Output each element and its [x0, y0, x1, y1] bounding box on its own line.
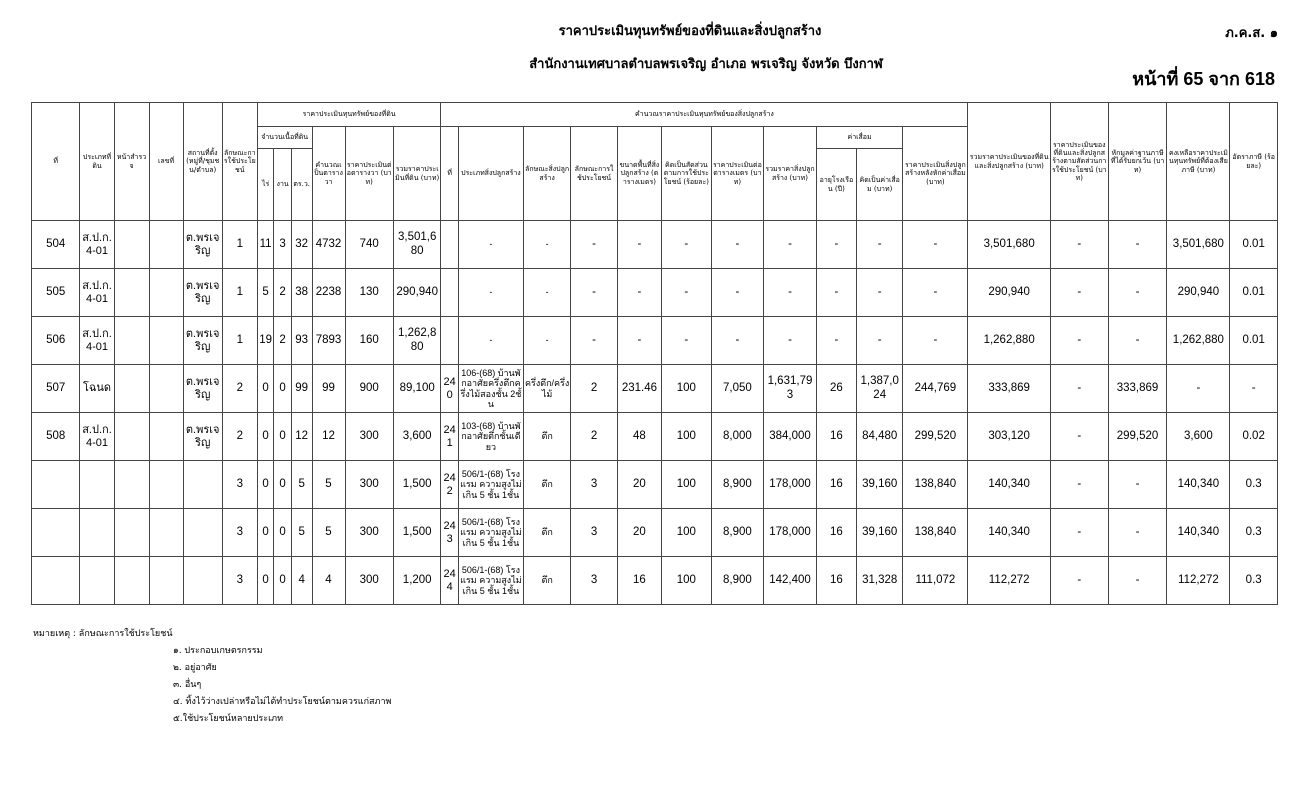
cell-survey-page — [114, 461, 149, 509]
cell-land-total: 1,262,880 — [393, 317, 440, 365]
cell-total-value: 290,940 — [968, 269, 1051, 317]
cell-usage: 3 — [222, 461, 257, 509]
cell-land-type — [80, 461, 114, 509]
col-depreciation-amount: คิดเป็นค่าเสื่อม (บาท) — [857, 149, 903, 221]
cell-total-value: 112,272 — [968, 557, 1051, 605]
cell-dep-amount: - — [857, 221, 903, 269]
cell-usage: 3 — [222, 509, 257, 557]
cell-b-usage: 3 — [571, 461, 617, 509]
cell-b-percent: - — [662, 269, 712, 317]
cell-b-total: - — [764, 269, 817, 317]
col-building-area: ขนาดพื้นที่สิ่งปลูกสร้าง (ตารางเมตร) — [617, 127, 661, 221]
cell-taxable: 290,940 — [1167, 269, 1230, 317]
cell-sqwa: 32 — [291, 221, 312, 269]
cell-usage: 3 — [222, 557, 257, 605]
cell-b-area: 231.46 — [617, 365, 661, 413]
cell-tax-rate: 0.02 — [1230, 413, 1278, 461]
cell-land-total: 1,200 — [393, 557, 440, 605]
cell-b-total: 142,400 — [764, 557, 817, 605]
cell-taxable: 3,501,680 — [1167, 221, 1230, 269]
form-code: ภ.ค.ส. ๑ — [1225, 26, 1278, 41]
cell-b-kind: ตึก — [523, 413, 570, 461]
cell-land-total: 1,500 — [393, 461, 440, 509]
cell-calc-sqwa: 5 — [312, 509, 345, 557]
cell-ngan: 0 — [274, 365, 292, 413]
cell-sqwa: 4 — [291, 557, 312, 605]
cell-no: 507 — [32, 365, 80, 413]
cell-b-age: - — [816, 317, 856, 365]
table-row — [32, 317, 1278, 365]
cell-land-total: 89,100 — [393, 365, 440, 413]
cell-b-usage: 3 — [571, 557, 617, 605]
cell-land-total: 1,500 — [393, 509, 440, 557]
cell-sqwa: 12 — [291, 413, 312, 461]
col-building-no: ที่ — [441, 127, 459, 221]
cell-number — [149, 269, 183, 317]
cell-usage: 1 — [222, 221, 257, 269]
col-calc-sqwa: คำนวณเป็นตารางวา — [312, 127, 345, 221]
cell-b-after-dep: 111,072 — [903, 557, 968, 605]
col-building-usage: ลักษณะการใช้ประโยชน์ — [571, 127, 617, 221]
cell-land-type — [80, 509, 114, 557]
cell-b-price-sqm: - — [711, 317, 764, 365]
document-subtitle: สำนักงานเทศบาลตำบลพรเจริญ อำเภอ พรเจริญ จังหวัด บึงกาฬ — [529, 57, 883, 72]
note-item: ๔. ทิ้งไว้ว่างเปล่าหรือไม่ได้ทำประโยชน์ตามควรแก่สภาพ — [173, 697, 392, 707]
cell-rai: 0 — [257, 413, 274, 461]
cell-b-percent: 100 — [662, 413, 712, 461]
cell-tax-rate: 0.3 — [1230, 557, 1278, 605]
cell-calc-sqwa: 99 — [312, 365, 345, 413]
col-proportional-value: ราคาประเมินของที่ดินและสิ่งปลูกสร้างตามสัดส่วนการใช้ประโยชน์ (บาท) — [1050, 103, 1108, 221]
cell-b-area: 48 — [617, 413, 661, 461]
cell-b-kind: ตึก — [523, 557, 570, 605]
cell-location: ต.พรเจริญ — [183, 365, 222, 413]
table-row — [32, 221, 1278, 269]
cell-b-total: 178,000 — [764, 461, 817, 509]
cell-rai: 0 — [257, 365, 274, 413]
col-building-total: รวมราคาสิ่งปลูกสร้าง (บาท) — [764, 127, 817, 221]
col-building-kind: ลักษณะสิ่งปลูกสร้าง — [523, 127, 570, 221]
assessment-table — [31, 102, 1278, 605]
col-building-after-dep: ราคาประเมินสิ่งปลูกสร้างหลังหักค่าเสื่อม (บาท) — [903, 127, 968, 221]
cell-calc-sqwa: 4 — [312, 557, 345, 605]
cell-price-per-sqwa: 740 — [345, 221, 393, 269]
cell-b-price-sqm: - — [711, 221, 764, 269]
col-price-per-sqwa: ราคาประเมินต่อตารางวา (บาท) — [345, 127, 393, 221]
cell-b-no — [441, 269, 459, 317]
cell-rai: 0 — [257, 461, 274, 509]
col-group-land: ราคาประเมินทุนทรัพย์ของที่ดิน — [257, 103, 441, 127]
col-group-building: คำนวณราคาประเมินทุนทรัพย์ของสิ่งปลูกสร้าง — [441, 103, 968, 127]
cell-b-total: 1,631,793 — [764, 365, 817, 413]
cell-no: 505 — [32, 269, 80, 317]
cell-price-per-sqwa: 300 — [345, 413, 393, 461]
note-item: ๓. อื่นๆ — [173, 680, 202, 690]
cell-ngan: 2 — [274, 269, 292, 317]
cell-survey-page — [114, 269, 149, 317]
cell-prop-value: - — [1050, 557, 1108, 605]
cell-prop-value: - — [1050, 269, 1108, 317]
cell-price-per-sqwa: 160 — [345, 317, 393, 365]
cell-exemption: - — [1108, 557, 1167, 605]
col-group-depreciation: ค่าเสื่อม — [816, 127, 903, 149]
cell-dep-amount: - — [857, 317, 903, 365]
cell-b-no: 241 — [441, 413, 459, 461]
cell-tax-rate: - — [1230, 365, 1278, 413]
cell-b-type: 506/1-(68) โรงแรม ความสูงไม่เกิน 5 ชั้น 1ชั้น — [458, 461, 523, 509]
cell-calc-sqwa: 7893 — [312, 317, 345, 365]
table-row — [32, 461, 1278, 509]
cell-tax-rate: 0.3 — [1230, 509, 1278, 557]
cell-ngan: 3 — [274, 221, 292, 269]
cell-b-usage: 3 — [571, 509, 617, 557]
cell-dep-amount: 84,480 — [857, 413, 903, 461]
cell-b-price-sqm: 7,050 — [711, 365, 764, 413]
cell-b-age: 26 — [816, 365, 856, 413]
cell-usage: 2 — [222, 365, 257, 413]
cell-dep-amount: 31,328 — [857, 557, 903, 605]
cell-location: ต.พรเจริญ — [183, 317, 222, 365]
cell-total-value: 140,340 — [968, 461, 1051, 509]
cell-b-area: 20 — [617, 509, 661, 557]
cell-b-type: - — [458, 221, 523, 269]
cell-calc-sqwa: 12 — [312, 413, 345, 461]
cell-location: ต.พรเจริญ — [183, 413, 222, 461]
cell-b-type: 506/1-(68) โรงแรม ความสูงไม่เกิน 5 ชั้น 1ชั้น — [458, 509, 523, 557]
cell-survey-page — [114, 557, 149, 605]
cell-taxable: 1,262,880 — [1167, 317, 1230, 365]
cell-exemption: 299,520 — [1108, 413, 1167, 461]
cell-number — [149, 461, 183, 509]
cell-number — [149, 317, 183, 365]
cell-b-price-sqm: - — [711, 269, 764, 317]
note-item: ๒. อยู่อาศัย — [173, 663, 217, 673]
note-item: ๕.ใช้ประโยชน์หลายประเภท — [173, 714, 284, 724]
cell-land-total: 3,501,680 — [393, 221, 440, 269]
cell-ngan: 0 — [274, 509, 292, 557]
cell-exemption: - — [1108, 461, 1167, 509]
cell-exemption: - — [1108, 269, 1167, 317]
cell-total-value: 3,501,680 — [968, 221, 1051, 269]
cell-exemption: - — [1108, 509, 1167, 557]
cell-b-percent: 100 — [662, 557, 712, 605]
cell-number — [149, 413, 183, 461]
cell-b-price-sqm: 8,000 — [711, 413, 764, 461]
cell-location — [183, 557, 222, 605]
col-usage: ลักษณะการใช้ประโยชน์ — [222, 103, 257, 221]
cell-taxable: 140,340 — [1167, 461, 1230, 509]
cell-prop-value: - — [1050, 413, 1108, 461]
cell-b-no: 244 — [441, 557, 459, 605]
cell-price-per-sqwa: 300 — [345, 461, 393, 509]
col-building-type: ประเภทสิ่งปลูกสร้าง — [458, 127, 523, 221]
cell-b-type: - — [458, 317, 523, 365]
cell-b-age: - — [816, 221, 856, 269]
col-building-price-sqm: ราคาประเมินต่อตารางเมตร (บาท) — [711, 127, 764, 221]
col-number: เลขที่ — [149, 103, 183, 221]
cell-taxable: 112,272 — [1167, 557, 1230, 605]
cell-b-type: 103-(68) บ้านพักอาศัยตึกชั้นเดียว — [458, 413, 523, 461]
col-ngan: งาน — [274, 149, 292, 221]
cell-rai: 0 — [257, 557, 274, 605]
cell-price-per-sqwa: 900 — [345, 365, 393, 413]
document-title: ราคาประเมินทุนทรัพย์ของที่ดินและสิ่งปลูกสร้าง — [558, 24, 822, 39]
cell-b-percent: 100 — [662, 461, 712, 509]
cell-b-area: - — [617, 221, 661, 269]
cell-b-price-sqm: 8,900 — [711, 509, 764, 557]
cell-prop-value: - — [1050, 365, 1108, 413]
cell-tax-rate: 0.01 — [1230, 221, 1278, 269]
cell-usage: 1 — [222, 269, 257, 317]
cell-calc-sqwa: 4732 — [312, 221, 345, 269]
cell-location: ต.พรเจริญ — [183, 221, 222, 269]
cell-dep-amount: 1,387,024 — [857, 365, 903, 413]
cell-sqwa: 93 — [291, 317, 312, 365]
table-row — [32, 413, 1278, 461]
cell-b-percent: 100 — [662, 509, 712, 557]
cell-tax-rate: 0.01 — [1230, 317, 1278, 365]
cell-b-no: 243 — [441, 509, 459, 557]
note-item: ๑. ประกอบเกษตรกรรม — [173, 646, 263, 656]
cell-no — [32, 461, 80, 509]
cell-no: 506 — [32, 317, 80, 365]
cell-b-area: 20 — [617, 461, 661, 509]
cell-b-total: 178,000 — [764, 509, 817, 557]
table-row — [32, 365, 1278, 413]
cell-b-area: - — [617, 317, 661, 365]
cell-no — [32, 509, 80, 557]
cell-b-age: - — [816, 269, 856, 317]
cell-taxable: 140,340 — [1167, 509, 1230, 557]
cell-prop-value: - — [1050, 221, 1108, 269]
cell-b-total: - — [764, 221, 817, 269]
cell-b-age: 16 — [816, 413, 856, 461]
cell-b-after-dep: - — [903, 221, 968, 269]
cell-sqwa: 99 — [291, 365, 312, 413]
cell-b-total: - — [764, 317, 817, 365]
cell-ngan: 0 — [274, 461, 292, 509]
cell-rai: 5 — [257, 269, 274, 317]
cell-prop-value: - — [1050, 317, 1108, 365]
cell-tax-rate: 0.3 — [1230, 461, 1278, 509]
cell-b-kind: ครึ่งตึก/ครึ่งไม้ — [523, 365, 570, 413]
cell-b-type: - — [458, 269, 523, 317]
cell-b-after-dep: 299,520 — [903, 413, 968, 461]
cell-land-type: โฉนด — [80, 365, 114, 413]
cell-b-area: 16 — [617, 557, 661, 605]
cell-tax-rate: 0.01 — [1230, 269, 1278, 317]
cell-taxable: 3,600 — [1167, 413, 1230, 461]
col-sqwa: ตร.ว. — [291, 149, 312, 221]
cell-location — [183, 461, 222, 509]
cell-sqwa: 38 — [291, 269, 312, 317]
col-rai: ไร่ — [257, 149, 274, 221]
cell-b-no — [441, 221, 459, 269]
table-row — [32, 557, 1278, 605]
cell-b-type: 506/1-(68) โรงแรม ความสูงไม่เกิน 5 ชั้น 1ชั้น — [458, 557, 523, 605]
cell-number — [149, 557, 183, 605]
cell-prop-value: - — [1050, 461, 1108, 509]
cell-b-usage: - — [571, 317, 617, 365]
cell-exemption: - — [1108, 221, 1167, 269]
cell-total-value: 303,120 — [968, 413, 1051, 461]
col-land-type: ประเภทที่ดิน — [80, 103, 114, 221]
cell-rai: 0 — [257, 509, 274, 557]
cell-b-percent: - — [662, 221, 712, 269]
cell-land-type: ส.ป.ก. 4-01 — [80, 221, 114, 269]
cell-land-type — [80, 557, 114, 605]
cell-price-per-sqwa: 300 — [345, 557, 393, 605]
cell-b-kind: ตึก — [523, 509, 570, 557]
cell-usage: 2 — [222, 413, 257, 461]
col-building-percent: คิดเป็นสัดส่วนตามการใช้ประโยชน์ (ร้อยละ) — [662, 127, 712, 221]
cell-taxable: - — [1167, 365, 1230, 413]
cell-b-kind: - — [523, 221, 570, 269]
cell-land-type: ส.ป.ก. 4-01 — [80, 413, 114, 461]
table-row — [32, 509, 1278, 557]
col-location: สถานที่ตั้ง(หมู่ที่/ชุมชน/ตำบล) — [183, 103, 222, 221]
cell-b-age: 16 — [816, 557, 856, 605]
cell-price-per-sqwa: 130 — [345, 269, 393, 317]
cell-survey-page — [114, 317, 149, 365]
col-tax-rate: อัตราภาษี (ร้อยละ) — [1230, 103, 1278, 221]
cell-b-usage: - — [571, 269, 617, 317]
cell-b-price-sqm: 8,900 — [711, 557, 764, 605]
cell-b-percent: 100 — [662, 365, 712, 413]
cell-land-type: ส.ป.ก. 4-01 — [80, 317, 114, 365]
col-no: ที่ — [32, 103, 80, 221]
cell-b-total: 384,000 — [764, 413, 817, 461]
cell-calc-sqwa: 2238 — [312, 269, 345, 317]
col-taxable: คงเหลือราคาประเมินทุนทรัพย์ที่ต้องเสียภาษี (บาท) — [1167, 103, 1230, 221]
col-group-area: จำนวนเนื้อที่ดิน — [257, 127, 312, 149]
cell-b-after-dep: 244,769 — [903, 365, 968, 413]
col-land-total: รวมราคาประเมินที่ดิน (บาท) — [393, 127, 440, 221]
col-building-age: อายุโรงเรือน (ปี) — [816, 149, 856, 221]
cell-survey-page — [114, 221, 149, 269]
cell-ngan: 2 — [274, 317, 292, 365]
cell-b-after-dep: 138,840 — [903, 509, 968, 557]
cell-no: 508 — [32, 413, 80, 461]
cell-price-per-sqwa: 300 — [345, 509, 393, 557]
cell-b-after-dep: - — [903, 269, 968, 317]
cell-b-area: - — [617, 269, 661, 317]
cell-b-percent: - — [662, 317, 712, 365]
cell-location: ต.พรเจริญ — [183, 269, 222, 317]
cell-rai: 11 — [257, 221, 274, 269]
col-survey-page: หน้าสำรวจ — [114, 103, 149, 221]
cell-total-value: 333,869 — [968, 365, 1051, 413]
cell-sqwa: 5 — [291, 461, 312, 509]
cell-exemption: - — [1108, 317, 1167, 365]
cell-number — [149, 365, 183, 413]
cell-b-no — [441, 317, 459, 365]
cell-dep-amount: 39,160 — [857, 509, 903, 557]
cell-no — [32, 557, 80, 605]
cell-land-type: ส.ป.ก. 4-01 — [80, 269, 114, 317]
cell-b-price-sqm: 8,900 — [711, 461, 764, 509]
notes-section — [33, 626, 391, 728]
cell-dep-amount: 39,160 — [857, 461, 903, 509]
cell-b-no: 240 — [441, 365, 459, 413]
cell-ngan: 0 — [274, 557, 292, 605]
cell-calc-sqwa: 5 — [312, 461, 345, 509]
cell-land-total: 3,600 — [393, 413, 440, 461]
cell-b-age: 16 — [816, 461, 856, 509]
cell-exemption: 333,869 — [1108, 365, 1167, 413]
cell-ngan: 0 — [274, 413, 292, 461]
cell-survey-page — [114, 413, 149, 461]
cell-usage: 1 — [222, 317, 257, 365]
cell-survey-page — [114, 509, 149, 557]
cell-number — [149, 221, 183, 269]
page-indicator: หน้าที่ 65 จาก 618 — [1132, 69, 1275, 89]
cell-b-age: 16 — [816, 509, 856, 557]
cell-prop-value: - — [1050, 509, 1108, 557]
cell-b-usage: 2 — [571, 413, 617, 461]
cell-survey-page — [114, 365, 149, 413]
cell-b-after-dep: - — [903, 317, 968, 365]
col-exemption: หักมูลค่าฐานภาษีที่ได้รับยกเว้น (บาท) — [1108, 103, 1167, 221]
cell-no: 504 — [32, 221, 80, 269]
cell-b-no: 242 — [441, 461, 459, 509]
col-total-value: รวมราคาประเมินของที่ดินและสิ่งปลูกสร้าง (บาท) — [968, 103, 1051, 221]
cell-rai: 19 — [257, 317, 274, 365]
cell-b-usage: 2 — [571, 365, 617, 413]
cell-dep-amount: - — [857, 269, 903, 317]
cell-b-kind: ตึก — [523, 461, 570, 509]
cell-land-total: 290,940 — [393, 269, 440, 317]
cell-b-kind: - — [523, 317, 570, 365]
cell-b-kind: - — [523, 269, 570, 317]
cell-b-usage: - — [571, 221, 617, 269]
cell-total-value: 1,262,880 — [968, 317, 1051, 365]
cell-total-value: 140,340 — [968, 509, 1051, 557]
notes-label: หมายเหตุ : ลักษณะการใช้ประโยชน์ — [33, 629, 173, 639]
cell-sqwa: 5 — [291, 509, 312, 557]
table-row — [32, 269, 1278, 317]
cell-location — [183, 509, 222, 557]
cell-b-type: 106-(68) บ้านพักอาศัยครึ่งตึกครึ่งไม้สองชั้น 2ชั้น — [458, 365, 523, 413]
cell-number — [149, 509, 183, 557]
cell-b-after-dep: 138,840 — [903, 461, 968, 509]
